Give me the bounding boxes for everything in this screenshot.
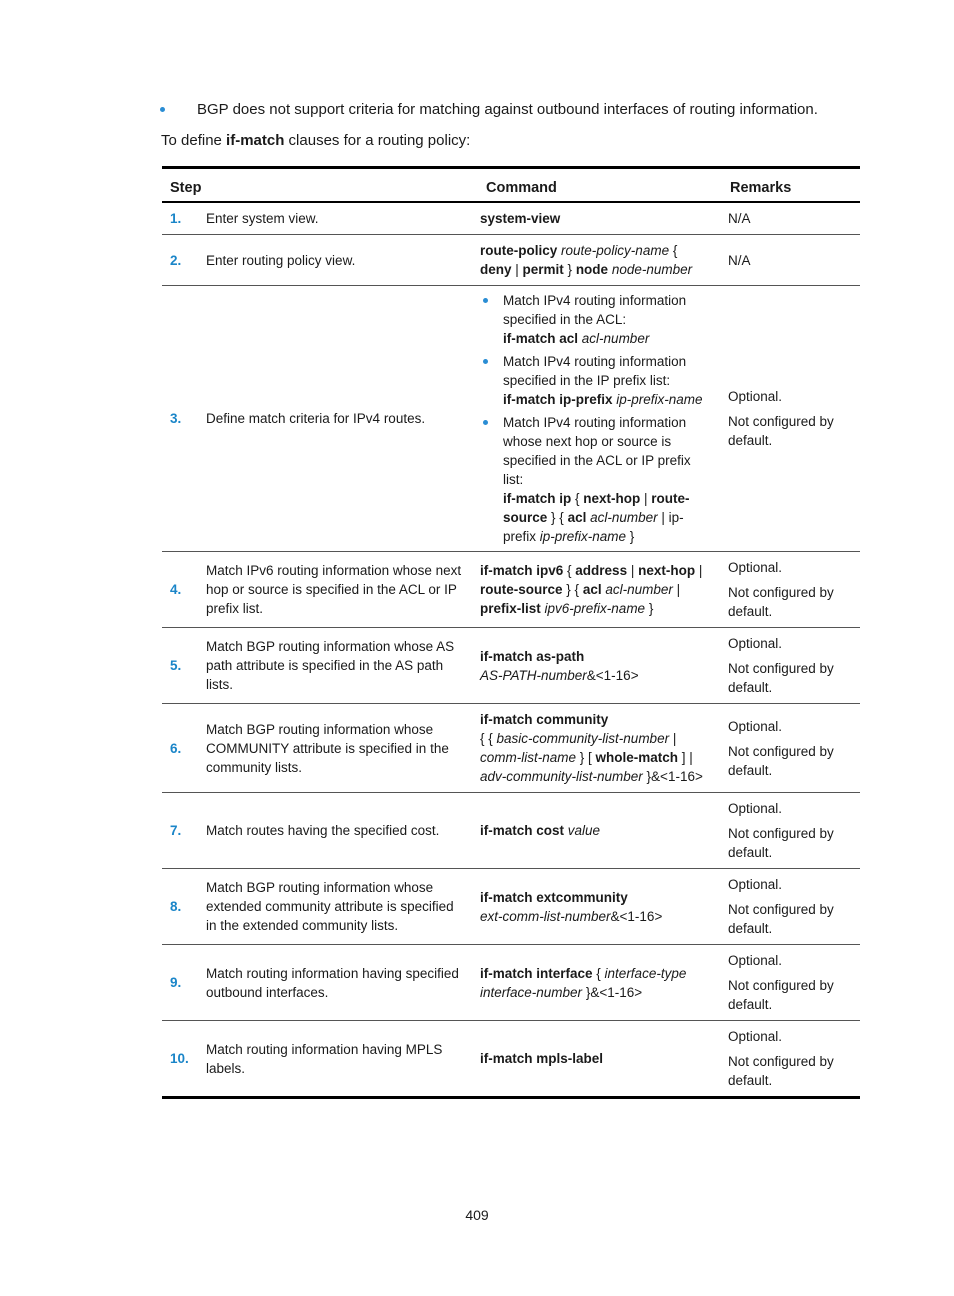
- step-remarks: Optional. Not configured by default.: [720, 628, 860, 704]
- header-remarks: Remarks: [720, 168, 860, 203]
- step-description: Match BGP routing information whose AS path attribute is specified in the AS path lists.: [198, 628, 472, 704]
- step-command: if-match cost value: [472, 793, 720, 869]
- step-remarks: Optional. Not configured by default.: [720, 793, 860, 869]
- step-description: Match routing information having MPLS labels.: [198, 1021, 472, 1098]
- table-row: [162, 704, 860, 793]
- step-remarks: Optional. Not configured by default.: [720, 945, 860, 1021]
- step-number: 8.: [162, 869, 198, 945]
- step-remarks: N/A: [720, 235, 860, 286]
- step-command: system-view: [480, 211, 561, 226]
- step-description: Match routing information having specified outbound interfaces.: [198, 945, 472, 1021]
- procedure-table: [162, 166, 860, 1099]
- step-command: if-match extcommunity ext-comm-list-number&<1-16>: [472, 869, 720, 945]
- step-description: Match IPv6 routing information whose next hop or source is specified in the ACL or IP prefix list.: [198, 552, 472, 628]
- table-row: [162, 552, 860, 628]
- step-command: if-match mpls-label: [472, 1021, 720, 1098]
- step-description: Enter system view.: [206, 211, 319, 226]
- list-item: Match IPv4 routing information specified in the IP prefix list: if-match ip-prefix ip-prefix-name: [480, 352, 712, 409]
- table-row: [162, 945, 860, 1021]
- step-number: 10.: [162, 1021, 198, 1098]
- step-remarks: Optional. Not configured by default.: [720, 552, 860, 628]
- table-row: [162, 869, 860, 945]
- step-command: if-match community { { basic-community-list-number | comm-list-name } [ whole-match ] | adv-community-list-number }&<1-16>: [472, 704, 720, 793]
- step-number: 5.: [162, 628, 198, 704]
- list-item: Match IPv4 routing information specified in the ACL: if-match acl acl-number: [480, 291, 712, 348]
- step-command: [472, 286, 720, 552]
- step-remarks: Optional. Not configured by default.: [720, 286, 860, 552]
- step-description: Match routes having the specified cost.: [198, 793, 472, 869]
- step-remarks: N/A: [728, 211, 751, 226]
- step-command: if-match ipv6 { address | next-hop | route-source } { acl acl-number | prefix-list ipv6-prefix-name }: [472, 552, 720, 628]
- table-header-row: [162, 168, 860, 203]
- list-item: Match IPv4 routing information whose next hop or source is specified in the ACL or IP prefix list: if-match ip { next-hop | route-source } { acl acl-number | ip-prefix ip-prefix-name }: [480, 413, 712, 546]
- step-number: 7.: [162, 793, 198, 869]
- step-description: Enter routing policy view.: [198, 235, 472, 286]
- table-row: [162, 793, 860, 869]
- step-remarks: Optional. Not configured by default.: [720, 704, 860, 793]
- intro-keyword: if-match: [226, 132, 285, 149]
- step-number: 3.: [162, 286, 198, 552]
- step-description: Match BGP routing information whose COMMUNITY attribute is specified in the community lists.: [198, 704, 472, 793]
- bullet-dot-icon: [160, 107, 165, 112]
- step-number: 2.: [162, 235, 198, 286]
- header-step: Step: [162, 168, 472, 203]
- step-command: route-policy route-policy-name { deny | permit } node node-number: [472, 235, 720, 286]
- table-row: [162, 235, 860, 286]
- bullet-dot-icon: [483, 420, 488, 425]
- step-number: 1.: [170, 211, 182, 226]
- bullet-note: [160, 100, 880, 120]
- step-command: if-match interface { interface-type interface-number }&<1-16>: [472, 945, 720, 1021]
- table-row: [162, 1021, 860, 1098]
- table-row: [162, 628, 860, 704]
- step-command: if-match as-path AS-PATH-number&<1-16>: [472, 628, 720, 704]
- page-number: 409: [465, 1207, 489, 1223]
- table-row: [162, 286, 860, 552]
- header-command: Command: [472, 168, 720, 203]
- bullet-dot-icon: [483, 298, 488, 303]
- step-number: 6.: [162, 704, 198, 793]
- step-description: Define match criteria for IPv4 routes.: [198, 286, 472, 552]
- bullet-dot-icon: [483, 359, 488, 364]
- step-remarks: Optional. Not configured by default.: [720, 869, 860, 945]
- step-number: 9.: [162, 945, 198, 1021]
- step-number: 4.: [162, 552, 198, 628]
- intro-sentence: To define if-match clauses for a routing policy:: [161, 132, 471, 149]
- bullet-text: BGP does not support criteria for matching against outbound interfaces of routing information.: [197, 101, 818, 118]
- table-row: [162, 202, 860, 235]
- step-description: Match BGP routing information whose extended community attribute is specified in the extended community lists.: [198, 869, 472, 945]
- command-options: [480, 291, 712, 546]
- step-remarks: Optional. Not configured by default.: [720, 1021, 860, 1098]
